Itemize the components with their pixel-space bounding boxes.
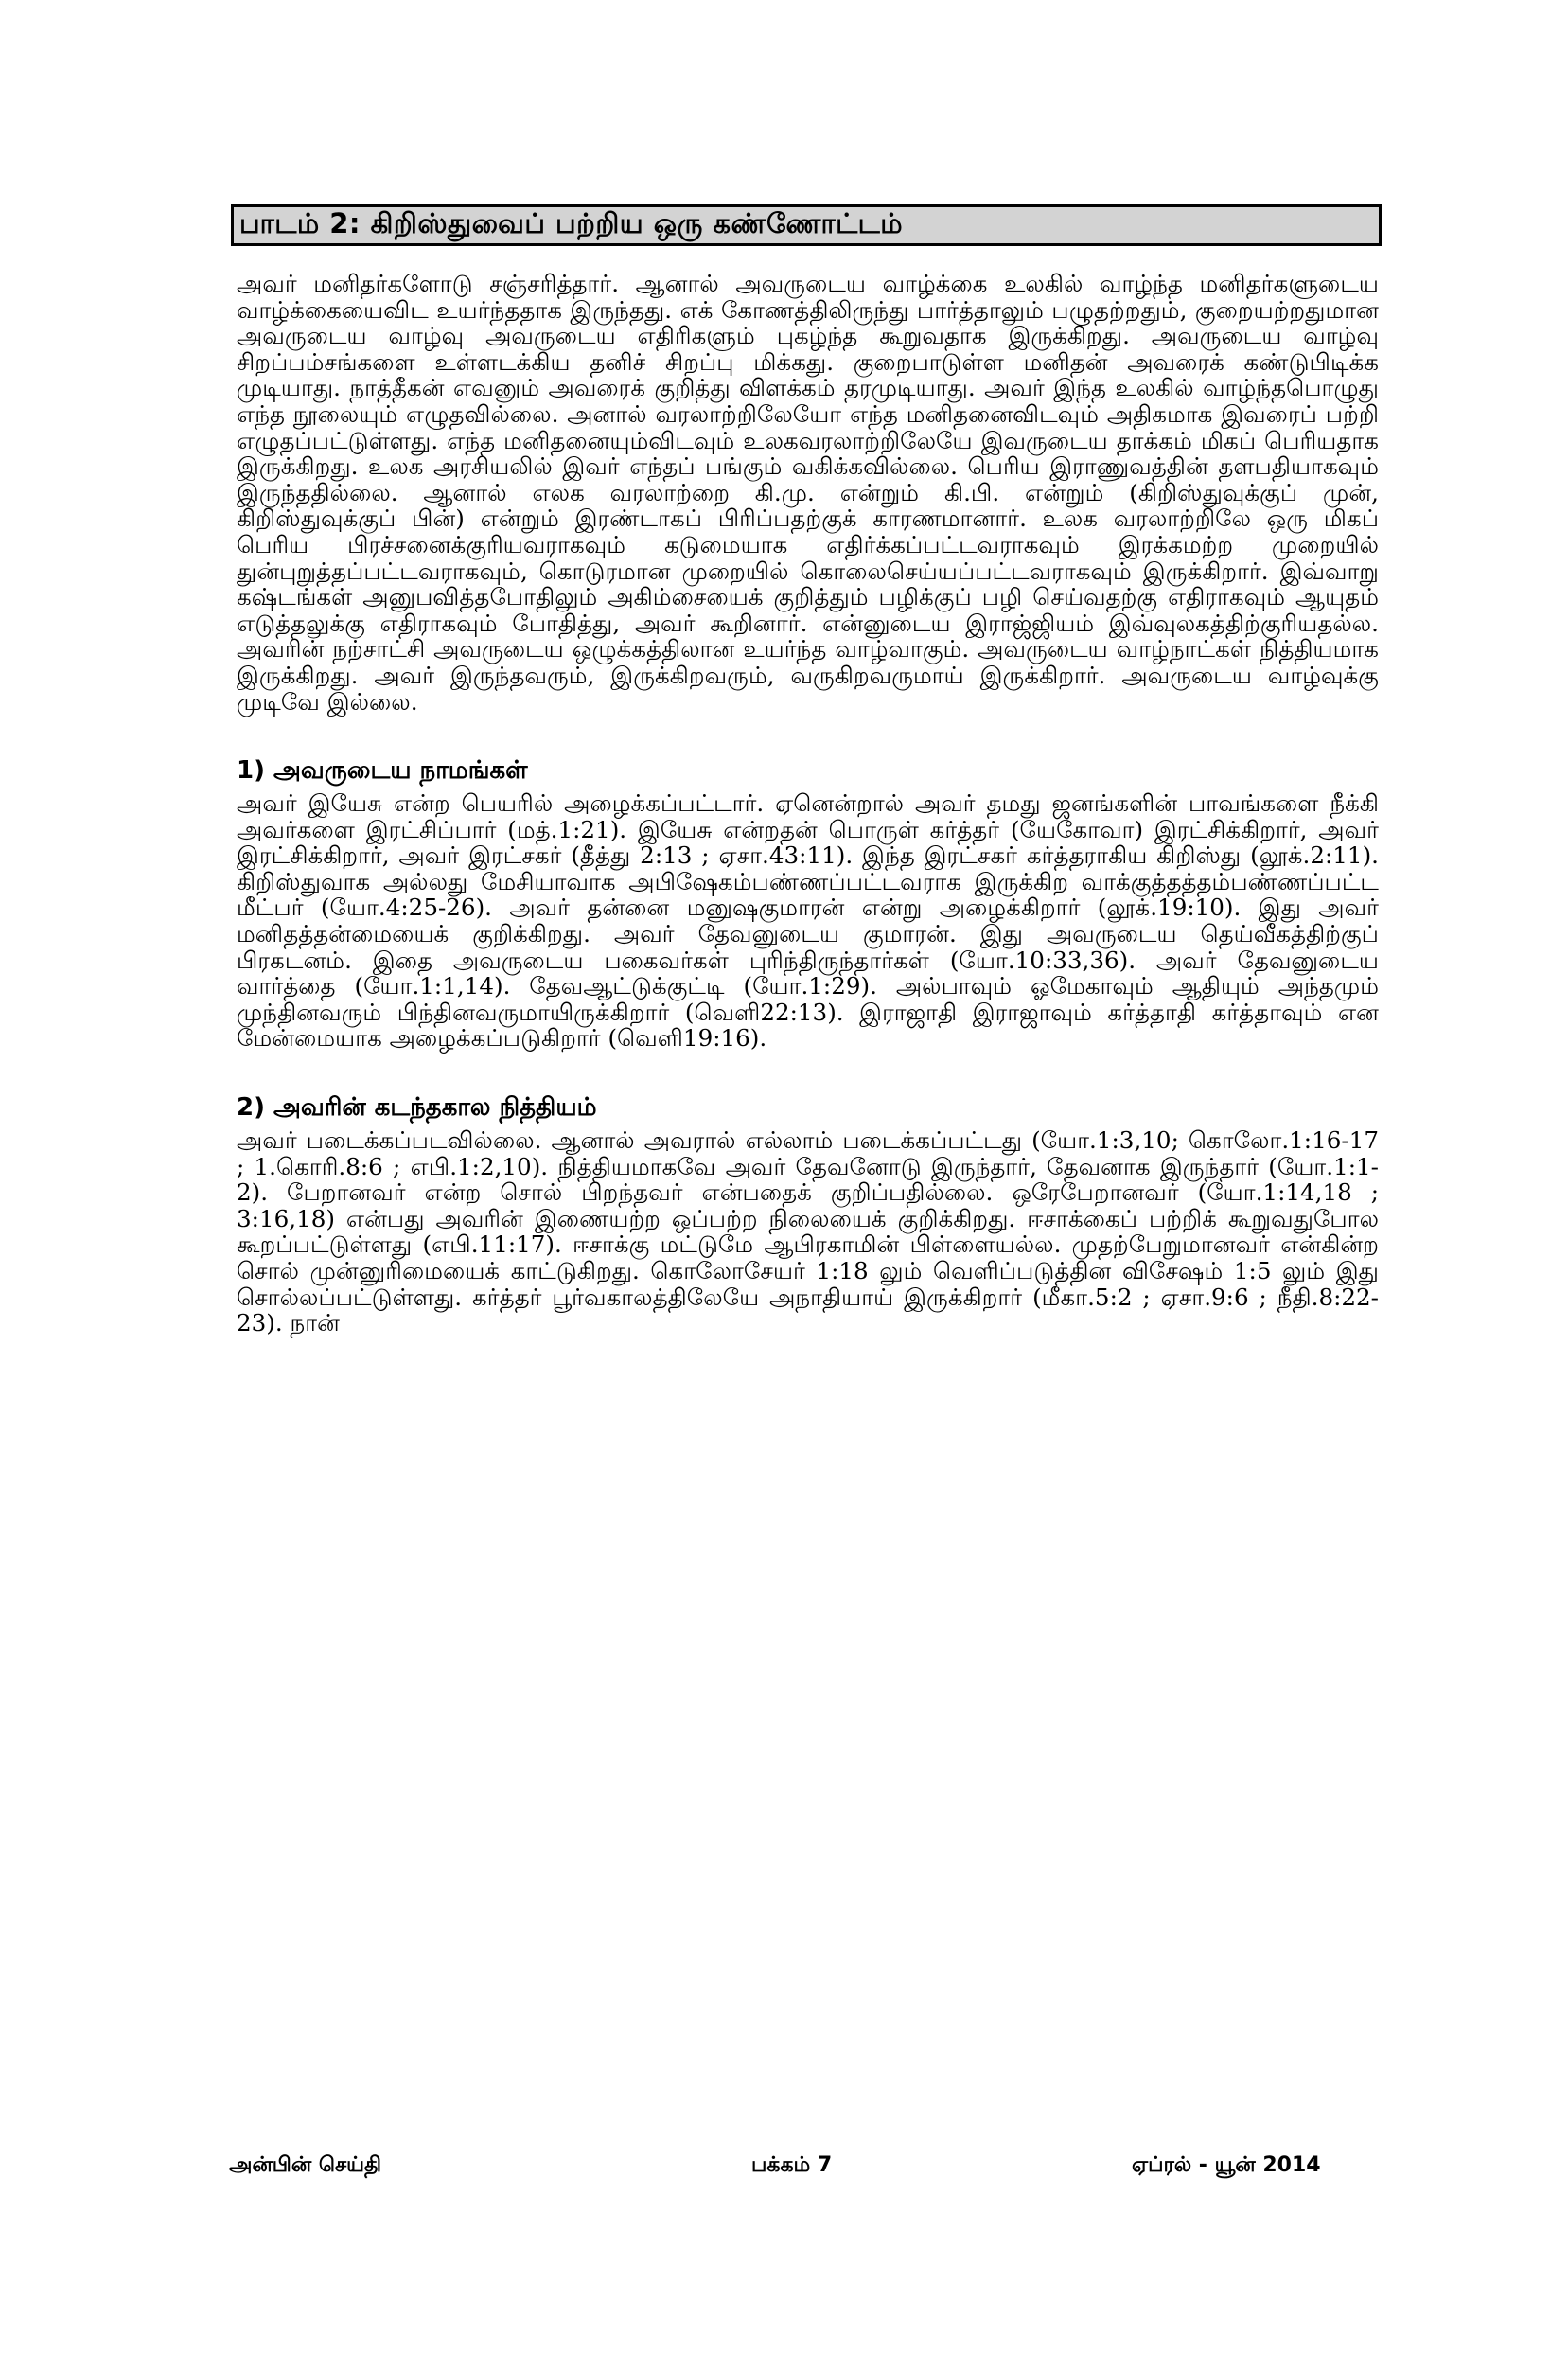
footer-publication: அன்பின் செய்தி [229, 2153, 382, 2177]
lesson-title-box [231, 204, 1382, 246]
section-2-paragraph: அவர் படைக்கப்படவில்லை. ஆனால் அவரால் எல்லாம் படைக்கப்பட்டது (யோ.1:3,10; கொலோ.1:16-17 ; 1.கொரி.8:6 ; எபி.1:2,10). நித்தியமாகவே அவர் தேவனோடு இருந்தார், தேவனாக இருந்தார் (யோ.1:1-2). பேறானவர் என்ற சொல் பிறந்தவர் என்பதைக் குறிப்பதில்லை. ஒரேபேறானவர் (யோ.1:14,18 ; 3:16,18) என்பது அவரின் இணையற்ற ஒப்பற்ற நிலையைக் குறிக்கிறது. ஈசாக்கைப் பற்றிக் கூறுவதுபோல கூறப்பட்டுள்ளது (எபி.11:17). ஈசாக்கு மட்டுமே ஆபிரகாமின் பிள்ளையல்ல. முதற்பேறுமானவர் என்கின்ற சொல் முன்னுரிமையைக் காட்டுகிறது. கொலோசேயர் 1:18 லும் வெளிப்படுத்தின விசேஷம் 1:5 லும் இது சொல்லப்பட்டுள்ளது. கர்த்தர் பூர்வகாலத்திலேயே அநாதியாய் இருக்கிறார் (மீகா.5:2 ; ஏசா.9:6 ; நீதி.8:22-23). நான் [237, 1126, 1379, 1337]
lesson-title: பாடம் 2: கிறிஸ்துவைப் பற்றிய ஒரு கண்ணோட்டம் [239, 207, 904, 239]
section-1-heading: 1) அவருடைய நாமங்கள் [237, 756, 528, 786]
footer-page-number: பக்கம் 7 [751, 2153, 833, 2177]
content-body [237, 271, 1379, 1337]
section-1-paragraph: அவர் இயேசு என்ற பெயரில் அழைக்கப்பட்டார். ஏனென்றால் அவர் தமது ஜனங்களின் பாவங்களை நீக்கி அவர்களை இரட்சிப்பார் (மத்.1:21). இயேசு என்றதன் பொருள் கர்த்தர் (யேகோவா) இரட்சிக்கிறார், அவர் இரட்சிக்கிறார், அவர் இரட்சகர் (தீத்து 2:13 ; ஏசா.43:11). இந்த இரட்சகர் கர்த்தராகிய கிறிஸ்து (லூக்.2:11). கிறிஸ்துவாக அல்லது மேசியாவாக அபிஷேகம்பண்ணப்பட்டவராக இருக்கிற வாக்குத்தத்தம்பண்ணப்பட்ட மீட்பர் (யோ.4:25-26). அவர் தன்னை மனுஷகுமாரன் என்று அழைக்கிறார் (லூக்.19:10). இது அவர் மனிதத்தன்மையைக் குறிக்கிறது. அவர் தேவனுடைய குமாரன். இது அவருடைய தெய்வீகத்திற்குப் பிரகடனம். இதை அவருடைய பகைவர்கள் புரிந்திருந்தார்கள் (யோ.10:33,36). அவர் தேவனுடைய வார்த்தை (யோ.1:1,14). தேவஆட்டுக்குட்டி (யோ.1:29). அல்பாவும் ஓமேகாவும் ஆதியும் அந்தமும் முந்தினவரும் பிந்தினவருமாயிருக்கிறார் (வெளி22:13). இராஜாதி இராஜாவும் கர்த்தாதி கர்த்தாவும் என மேன்மையாக அழைக்கப்படுகிறார் (வெளி19:16). [237, 789, 1379, 1053]
footer-date: ஏப்ரல் - யூன் 2014 [1132, 2153, 1321, 2177]
intro-paragraph: அவர் மனிதர்களோடு சஞ்சரித்தார். ஆனால் அவருடைய வாழ்க்கை உலகில் வாழ்ந்த மனிதர்களுடைய வாழ்க்கையைவிட உயர்ந்ததாக இருந்தது. எக் கோணத்திலிருந்து பார்த்தாலும் பழுதற்றதும், குறையற்றதுமான அவருடைய வாழ்வு அவருடைய எதிரிகளும் புகழ்ந்த கூறுவதாக இருக்கிறது. அவருடைய வாழ்வு சிறப்பம்சங்களை உள்ளடக்கிய தனிச் சிறப்பு மிக்கது. குறைபாடுள்ள மனிதன் அவரைக் கண்டுபிடிக்க முடியாது. நாத்தீகன் எவனும் அவரைக் குறித்து விளக்கம் தரமுடியாது. அவர் இந்த உலகில் வாழ்ந்தபொழுது எந்த நூலையும் எழுதவில்லை. அனால் வரலாற்றிலேயோ எந்த மனிதனைவிடவும் அதிகமாக இவரைப் பற்றி எழுதப்பட்டுள்ளது. எந்த மனிதனையும்விடவும் உலகவரலாற்றிலேயே இவருடைய தாக்கம் மிகப் பெரியதாக இருக்கிறது. உலக அரசியலில் இவர் எந்தப் பங்கும் வகிக்கவில்லை. பெரிய இராணுவத்தின் தளபதியாகவும் இருந்ததில்லை. ஆனால் எலக வரலாற்றை கி.மு. என்றும் கி.பி. என்றும் (கிறிஸ்துவுக்குப் முன், கிறிஸ்துவுக்குப் பின்) என்றும் இரண்டாகப் பிரிப்பதற்குக் காரணமானார். உலக வரலாற்றிலே ஒரு மிகப் பெரிய பிரச்சனைக்குரியவராகவும் கடுமையாக எதிர்க்கப்பட்டவராகவும் இரக்கமற்ற முறையில் துன்புறுத்தப்பட்டவராகவும், கொடுரமான முறையில் கொலைசெய்யப்பட்டவராகவும் இருக்கிறார். இவ்வாறு கஷ்டங்கள் அனுபவித்தபோதிலும் அகிம்சையைக் குறித்தும் பழிக்குப் பழி செய்வதற்கு எதிராகவும் ஆயுதம் எடுத்தலுக்கு எதிராகவும் போதித்து, அவர் கூறினார். என்னுடைய இராஜ்ஜியம் இவ்வுலகத்திற்குரியதல்ல. அவரின் நற்சாட்சி அவருடைய ஒழுக்கத்திலான உயர்ந்த வாழ்வாகும். அவருடைய வாழ்நாட்கள் நித்தியமாக இருக்கிறது. அவர் இருந்தவரும், இருக்கிறவரும், வருகிறவருமாய் இருக்கிறார். அவருடைய வாழ்வுக்கு முடிவே இல்லை. [237, 270, 1379, 716]
section-2-heading: 2) அவரின் கடந்தகால நித்தியம் [237, 1093, 597, 1123]
